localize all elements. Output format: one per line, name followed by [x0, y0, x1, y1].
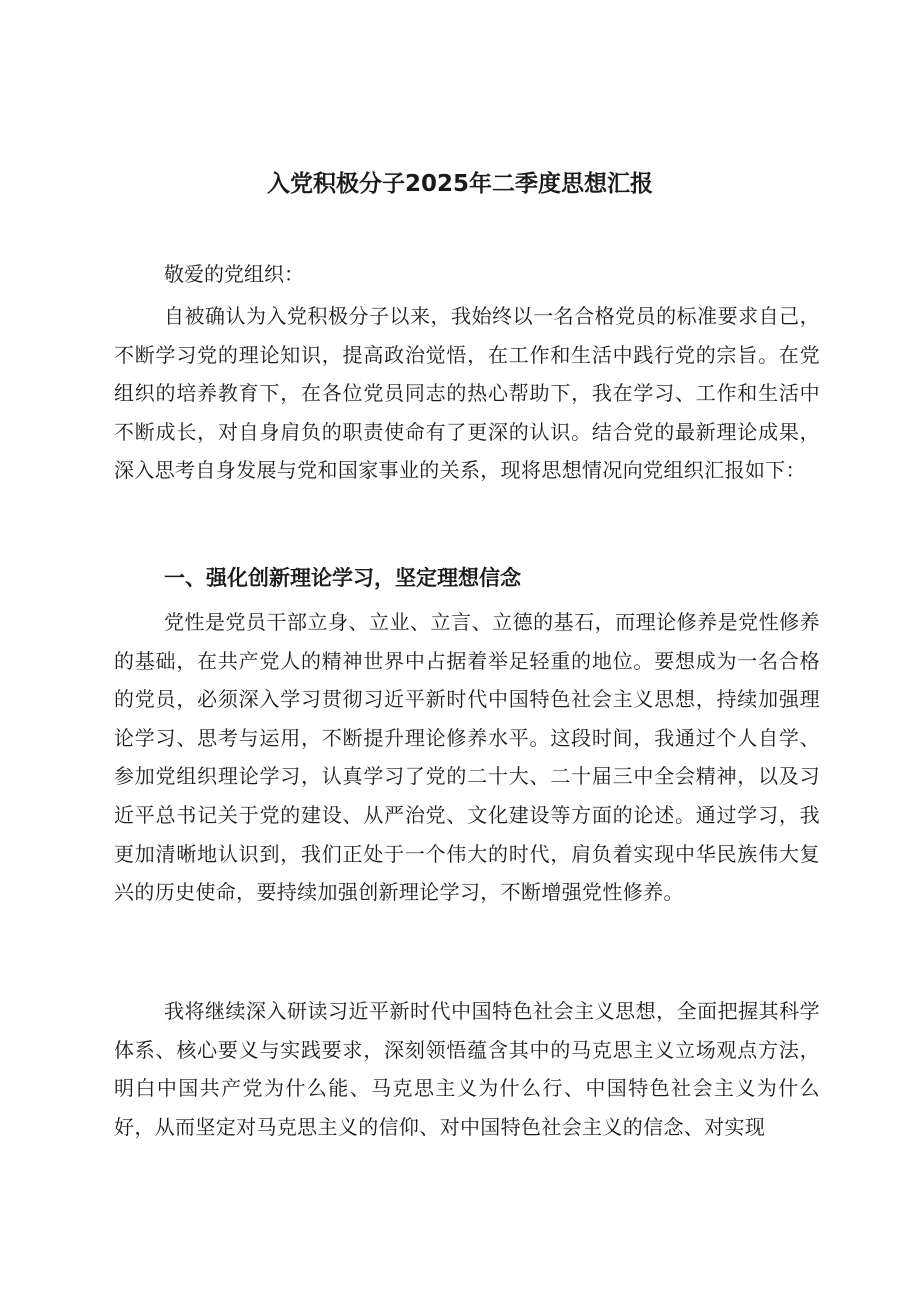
- paragraph-intro: 自被确认为入党积极分子以来，我始终以一名合格党员的标准要求自己，不断学习党的理论知识，提高政治觉悟，在工作和生活中践行党的宗旨。在党组织的培养教育下，在各位党员同志的热心帮助下，我在学习、工作和生活中不断成长，对自身肩负的职责使命有了更深的认识。结合党的最新理论成果，深入思考自身发展与党和国家事业的关系，现将思想情况向党组织汇报如下：: [114, 304, 820, 483]
- section-heading: 一、强化创新理论学习，坚定理想信念: [164, 566, 521, 590]
- paragraph-body: 我将继续深入研读习近平新时代中国特色社会主义思想，全面把握其科学体系、核心要义与实践要求，深刻领悟蕴含其中的马克思主义立场观点方法，明白中国共产党为什么能、马克思主义为什么行、中国特色社会主义为什么好，从而坚定对马克思主义的信仰、对中国特色社会主义的信念、对实现: [114, 999, 820, 1139]
- salutation: 敬爱的党组织：: [164, 262, 304, 286]
- paragraph-body: 党性是党员干部立身、立业、立言、立德的基石，而理论修养是党性修养的基础，在共产党人的精神世界中占据着举足轻重的地位。要想成为一名合格的党员，必须深入学习贯彻习近平新时代中国特色社会主义思想，持续加强理论学习、思考与运用，不断提升理论修养水平。这段时间，我通过个人自学、参加党组织理论学习，认真学习了党的二十大、二十届三中全会精神，以及习近平总书记关于党的建设、从严治党、文化建设等方面的论述。通过学习，我更加清晰地认识到，我们正处于一个伟大的时代，肩负着实现中华民族伟大复兴的历史使命，要持续加强创新理论学习，不断增强党性修养。: [114, 610, 820, 905]
- document-title: 入党积极分子2025年二季度思想汇报: [266, 171, 653, 197]
